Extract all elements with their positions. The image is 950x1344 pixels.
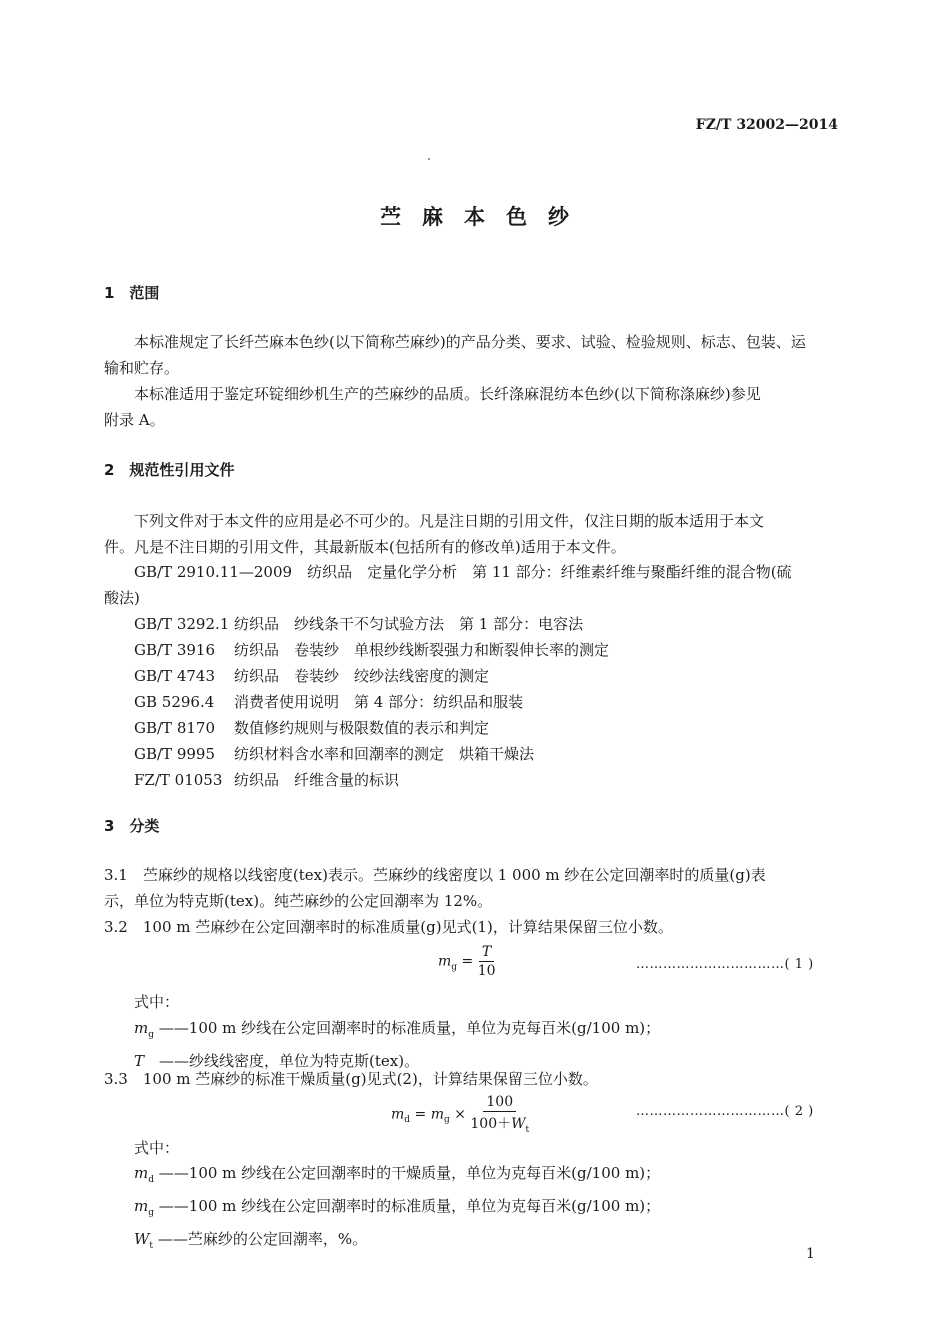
clause-number: 3.2 (104, 918, 128, 936)
section-3-heading: 3 分类 (104, 817, 160, 835)
where-label-1: 式中： (134, 993, 180, 1011)
formula-2: $m_d = m_g$ × $\frac{100}{100+W_t}$ (391, 1094, 530, 1135)
section-2-heading: 2 规范性引用文件 (104, 461, 235, 479)
page-number: 1 (806, 1246, 815, 1262)
clause-3-2: 3.2 100 m 苎麻纱在公定回潮率时的标准质量(g)见式(1)，计算结果保留三位小数。 (104, 918, 673, 936)
reference-item: GB/T 8170 数值修约规则与极限数值的表示和判定 (134, 719, 490, 737)
standard-code: FZ/T 32002—2014 (695, 117, 838, 133)
where-label-2: 式中： (134, 1139, 180, 1157)
section-2-body: 下列文件对于本文件的应用是必不可少的。凡是注日期的引用文件，仅注日期的版本适用于本文 件。凡是不注日期的引用文件，其最新版本(包括所有的修改单)适用于本文件。 (104, 512, 765, 556)
clause-3-3: 3.3 100 m 苎麻纱的标准干燥质量(g)见式(2)，计算结果保留三位小数。 (104, 1070, 598, 1088)
clause-number: 3.1 (104, 866, 128, 884)
formula-1: $m_g$ = $\frac{T}{10}$ (438, 944, 496, 979)
clause-number: 3.3 (104, 1070, 128, 1088)
reference-item: FZ/T 01053 纺织品 纤维含量的标识 (134, 771, 400, 789)
scan-speck (428, 158, 430, 160)
reference-item: GB/T 2910.11—2009 纺织品 定量化学分析 第 11 部分：纤维素纤维与聚酯纤维的混合物(硫 (134, 563, 792, 581)
reference-item: GB/T 3916 纺织品 卷装纱 单根纱线断裂强力和断裂伸长率的测定 (134, 641, 610, 659)
definition-item: $m_d$ ——100 m 纱线在公定回潮率时的干燥质量，单位为克每百米(g/100 m)； (134, 1164, 661, 1185)
definition-item: T ——纱线线密度，单位为特克斯(tex)。 (134, 1052, 420, 1070)
definition-item: $m_g$ ——100 m 纱线在公定回潮率时的标准质量，单位为克每百米(g/100 m)； (134, 1019, 661, 1040)
reference-list (104, 559, 792, 793)
definition-item: $W_t$ ——苎麻纱的公定回潮率，%。 (134, 1230, 368, 1251)
reference-item: GB/T 9995 纺织材料含水率和回潮率的测定 烘箱干燥法 (134, 745, 535, 763)
reference-item: GB/T 4743 纺织品 卷装纱 绞纱法线密度的测定 (134, 667, 490, 685)
page-title: 苎麻本色纱 (380, 204, 590, 229)
definition-item: $m_g$ ——100 m 纱线在公定回潮率时的标准质量，单位为克每百米(g/100 m)； (134, 1197, 661, 1218)
definitions-2 (134, 1160, 660, 1259)
reference-item: GB 5296.4 消费者使用说明 第 4 部分：纺织品和服装 (134, 693, 524, 711)
formula-2-number: ……………………………( 2 ) (636, 1104, 814, 1119)
clause-3-1: 3.1 苎麻纱的规格以线密度(tex)表示。苎麻纱的线密度以 1 000 m 纱在公定回潮率时的质量(g)表 示，单位为特克斯(tex)。纯苎麻纱的公定回潮率为 12%。 (104, 866, 766, 910)
section-1-body: 本标准规定了长纤苎麻本色纱(以下简称苎麻纱)的产品分类、要求、试验、检验规则、标志、包装、运 输和贮存。 本标准适用于鉴定环锭细纱机生产的苎麻纱的品质。长纤涤麻混纺本色纱(以下简称涤麻纱)参见 附录 A。 (104, 333, 806, 429)
section-1-heading: 1 范围 (104, 284, 160, 302)
reference-item-continued: 酸法) (104, 589, 140, 607)
reference-item: GB/T 3292.1 纺织品 纱线条干不匀试验方法 第 1 部分：电容法 (134, 615, 584, 633)
formula-1-number: ……………………………( 1 ) (636, 957, 814, 972)
